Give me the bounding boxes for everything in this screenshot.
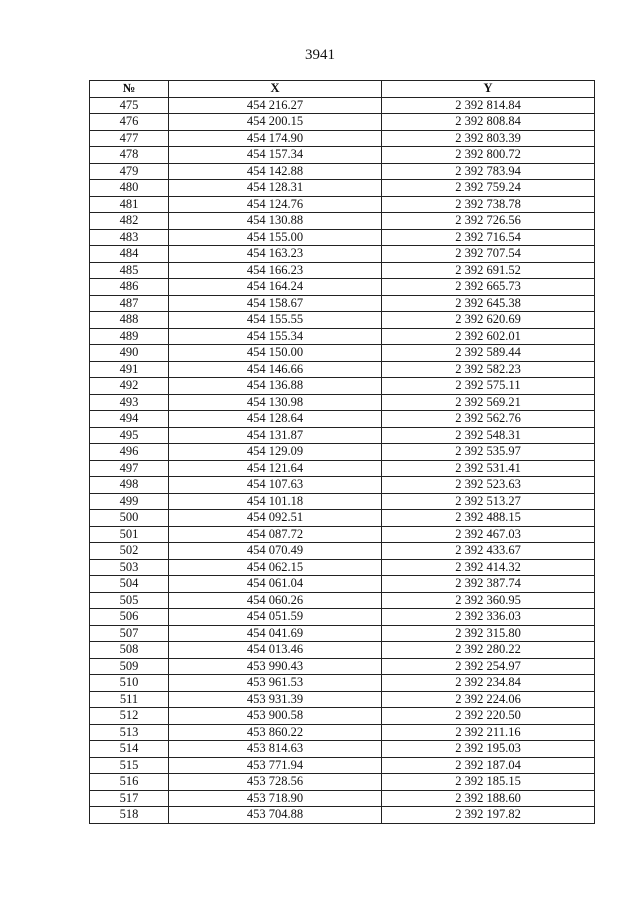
point-number-cell: 496 <box>90 444 169 461</box>
x-coordinate-cell: 454 121.64 <box>169 460 382 477</box>
point-number-cell: 486 <box>90 279 169 296</box>
table-row <box>90 411 595 428</box>
y-coordinate-cell: 2 392 582.23 <box>382 361 595 378</box>
table-row <box>90 642 595 659</box>
x-coordinate-cell: 454 041.69 <box>169 625 382 642</box>
point-number-cell: 487 <box>90 295 169 312</box>
point-number-cell: 480 <box>90 180 169 197</box>
table-row <box>90 708 595 725</box>
table-row <box>90 345 595 362</box>
x-coordinate-cell: 454 131.87 <box>169 427 382 444</box>
y-coordinate-cell: 2 392 800.72 <box>382 147 595 164</box>
table-row <box>90 196 595 213</box>
header-x: X <box>169 81 382 98</box>
point-number-cell: 516 <box>90 774 169 791</box>
table-row <box>90 444 595 461</box>
x-coordinate-cell: 453 718.90 <box>169 790 382 807</box>
point-number-cell: 499 <box>90 493 169 510</box>
y-coordinate-cell: 2 392 387.74 <box>382 576 595 593</box>
table-row <box>90 741 595 758</box>
table-row <box>90 460 595 477</box>
table-row <box>90 559 595 576</box>
x-coordinate-cell: 453 704.88 <box>169 807 382 824</box>
point-number-cell: 512 <box>90 708 169 725</box>
x-coordinate-cell: 453 990.43 <box>169 658 382 675</box>
point-number-cell: 510 <box>90 675 169 692</box>
x-coordinate-cell: 454 013.46 <box>169 642 382 659</box>
x-coordinate-cell: 453 814.63 <box>169 741 382 758</box>
header-number: № <box>90 81 169 98</box>
y-coordinate-cell: 2 392 803.39 <box>382 130 595 147</box>
table-row <box>90 675 595 692</box>
table-row <box>90 394 595 411</box>
x-coordinate-cell: 454 158.67 <box>169 295 382 312</box>
point-number-cell: 503 <box>90 559 169 576</box>
y-coordinate-cell: 2 392 224.06 <box>382 691 595 708</box>
y-coordinate-cell: 2 392 254.97 <box>382 658 595 675</box>
y-coordinate-cell: 2 392 808.84 <box>382 114 595 131</box>
point-number-cell: 502 <box>90 543 169 560</box>
point-number-cell: 513 <box>90 724 169 741</box>
y-coordinate-cell: 2 392 759.24 <box>382 180 595 197</box>
y-coordinate-cell: 2 392 569.21 <box>382 394 595 411</box>
x-coordinate-cell: 454 142.88 <box>169 163 382 180</box>
table-row <box>90 328 595 345</box>
table-row <box>90 790 595 807</box>
table-row <box>90 774 595 791</box>
x-coordinate-cell: 454 124.76 <box>169 196 382 213</box>
x-coordinate-cell: 454 130.88 <box>169 213 382 230</box>
y-coordinate-cell: 2 392 707.54 <box>382 246 595 263</box>
point-number-cell: 514 <box>90 741 169 758</box>
table-row <box>90 625 595 642</box>
table-row <box>90 163 595 180</box>
table-row <box>90 295 595 312</box>
x-coordinate-cell: 454 130.98 <box>169 394 382 411</box>
x-coordinate-cell: 454 128.64 <box>169 411 382 428</box>
point-number-cell: 506 <box>90 609 169 626</box>
x-coordinate-cell: 454 163.23 <box>169 246 382 263</box>
table-row <box>90 543 595 560</box>
y-coordinate-cell: 2 392 620.69 <box>382 312 595 329</box>
table-row <box>90 262 595 279</box>
point-number-cell: 497 <box>90 460 169 477</box>
x-coordinate-cell: 454 128.31 <box>169 180 382 197</box>
point-number-cell: 485 <box>90 262 169 279</box>
point-number-cell: 488 <box>90 312 169 329</box>
point-number-cell: 478 <box>90 147 169 164</box>
point-number-cell: 482 <box>90 213 169 230</box>
x-coordinate-cell: 454 136.88 <box>169 378 382 395</box>
y-coordinate-cell: 2 392 716.54 <box>382 229 595 246</box>
point-number-cell: 483 <box>90 229 169 246</box>
point-number-cell: 501 <box>90 526 169 543</box>
x-coordinate-cell: 454 200.15 <box>169 114 382 131</box>
point-number-cell: 505 <box>90 592 169 609</box>
table-row <box>90 493 595 510</box>
y-coordinate-cell: 2 392 523.63 <box>382 477 595 494</box>
point-number-cell: 517 <box>90 790 169 807</box>
y-coordinate-cell: 2 392 197.82 <box>382 807 595 824</box>
table-row <box>90 609 595 626</box>
table-row <box>90 279 595 296</box>
x-coordinate-cell: 454 155.34 <box>169 328 382 345</box>
y-coordinate-cell: 2 392 691.52 <box>382 262 595 279</box>
table-header <box>90 81 595 98</box>
table-body <box>90 97 595 823</box>
x-coordinate-cell: 454 101.18 <box>169 493 382 510</box>
x-coordinate-cell: 454 129.09 <box>169 444 382 461</box>
y-coordinate-cell: 2 392 602.01 <box>382 328 595 345</box>
y-coordinate-cell: 2 392 575.11 <box>382 378 595 395</box>
table-row <box>90 807 595 824</box>
point-number-cell: 518 <box>90 807 169 824</box>
table-row <box>90 691 595 708</box>
point-number-cell: 494 <box>90 411 169 428</box>
x-coordinate-cell: 454 164.24 <box>169 279 382 296</box>
x-coordinate-cell: 454 060.26 <box>169 592 382 609</box>
table-row <box>90 427 595 444</box>
y-coordinate-cell: 2 392 280.22 <box>382 642 595 659</box>
y-coordinate-cell: 2 392 414.32 <box>382 559 595 576</box>
table-row <box>90 229 595 246</box>
x-coordinate-cell: 454 092.51 <box>169 510 382 527</box>
y-coordinate-cell: 2 392 488.15 <box>382 510 595 527</box>
table-row <box>90 246 595 263</box>
table-row <box>90 213 595 230</box>
table-row <box>90 114 595 131</box>
x-coordinate-cell: 454 166.23 <box>169 262 382 279</box>
x-coordinate-cell: 454 155.00 <box>169 229 382 246</box>
y-coordinate-cell: 2 392 467.03 <box>382 526 595 543</box>
table-row <box>90 576 595 593</box>
point-number-cell: 495 <box>90 427 169 444</box>
point-number-cell: 492 <box>90 378 169 395</box>
x-coordinate-cell: 453 931.39 <box>169 691 382 708</box>
table-row <box>90 510 595 527</box>
x-coordinate-cell: 454 070.49 <box>169 543 382 560</box>
table-row <box>90 526 595 543</box>
point-number-cell: 476 <box>90 114 169 131</box>
x-coordinate-cell: 454 087.72 <box>169 526 382 543</box>
x-coordinate-cell: 453 728.56 <box>169 774 382 791</box>
x-coordinate-cell: 453 771.94 <box>169 757 382 774</box>
table-row <box>90 180 595 197</box>
x-coordinate-cell: 454 061.04 <box>169 576 382 593</box>
y-coordinate-cell: 2 392 220.50 <box>382 708 595 725</box>
coordinates-table <box>89 80 595 824</box>
point-number-cell: 477 <box>90 130 169 147</box>
y-coordinate-cell: 2 392 234.84 <box>382 675 595 692</box>
y-coordinate-cell: 2 392 562.76 <box>382 411 595 428</box>
x-coordinate-cell: 454 157.34 <box>169 147 382 164</box>
x-coordinate-cell: 453 961.53 <box>169 675 382 692</box>
point-number-cell: 493 <box>90 394 169 411</box>
y-coordinate-cell: 2 392 187.04 <box>382 757 595 774</box>
table-row <box>90 361 595 378</box>
point-number-cell: 491 <box>90 361 169 378</box>
y-coordinate-cell: 2 392 665.73 <box>382 279 595 296</box>
header-row <box>90 81 595 98</box>
x-coordinate-cell: 454 150.00 <box>169 345 382 362</box>
point-number-cell: 508 <box>90 642 169 659</box>
point-number-cell: 511 <box>90 691 169 708</box>
point-number-cell: 490 <box>90 345 169 362</box>
table-row <box>90 97 595 114</box>
point-number-cell: 484 <box>90 246 169 263</box>
point-number-cell: 489 <box>90 328 169 345</box>
x-coordinate-cell: 454 155.55 <box>169 312 382 329</box>
y-coordinate-cell: 2 392 433.67 <box>382 543 595 560</box>
table-row <box>90 147 595 164</box>
y-coordinate-cell: 2 392 195.03 <box>382 741 595 758</box>
header-y: Y <box>382 81 595 98</box>
y-coordinate-cell: 2 392 211.16 <box>382 724 595 741</box>
y-coordinate-cell: 2 392 814.84 <box>382 97 595 114</box>
point-number-cell: 479 <box>90 163 169 180</box>
y-coordinate-cell: 2 392 589.44 <box>382 345 595 362</box>
page-number: 3941 <box>305 47 335 63</box>
y-coordinate-cell: 2 392 535.97 <box>382 444 595 461</box>
y-coordinate-cell: 2 392 336.03 <box>382 609 595 626</box>
y-coordinate-cell: 2 392 783.94 <box>382 163 595 180</box>
y-coordinate-cell: 2 392 513.27 <box>382 493 595 510</box>
table-row <box>90 477 595 494</box>
y-coordinate-cell: 2 392 188.60 <box>382 790 595 807</box>
table-row <box>90 757 595 774</box>
x-coordinate-cell: 454 051.59 <box>169 609 382 626</box>
point-number-cell: 507 <box>90 625 169 642</box>
y-coordinate-cell: 2 392 645.38 <box>382 295 595 312</box>
x-coordinate-cell: 454 107.63 <box>169 477 382 494</box>
x-coordinate-cell: 454 174.90 <box>169 130 382 147</box>
y-coordinate-cell: 2 392 531.41 <box>382 460 595 477</box>
y-coordinate-cell: 2 392 738.78 <box>382 196 595 213</box>
table-row <box>90 312 595 329</box>
x-coordinate-cell: 454 062.15 <box>169 559 382 576</box>
y-coordinate-cell: 2 392 185.15 <box>382 774 595 791</box>
table-row <box>90 378 595 395</box>
point-number-cell: 481 <box>90 196 169 213</box>
y-coordinate-cell: 2 392 726.56 <box>382 213 595 230</box>
x-coordinate-cell: 453 900.58 <box>169 708 382 725</box>
point-number-cell: 509 <box>90 658 169 675</box>
table-row <box>90 130 595 147</box>
point-number-cell: 475 <box>90 97 169 114</box>
table-row <box>90 658 595 675</box>
y-coordinate-cell: 2 392 548.31 <box>382 427 595 444</box>
table-row <box>90 592 595 609</box>
x-coordinate-cell: 454 216.27 <box>169 97 382 114</box>
point-number-cell: 515 <box>90 757 169 774</box>
point-number-cell: 500 <box>90 510 169 527</box>
x-coordinate-cell: 453 860.22 <box>169 724 382 741</box>
point-number-cell: 498 <box>90 477 169 494</box>
y-coordinate-cell: 2 392 360.95 <box>382 592 595 609</box>
y-coordinate-cell: 2 392 315.80 <box>382 625 595 642</box>
table-row <box>90 724 595 741</box>
point-number-cell: 504 <box>90 576 169 593</box>
x-coordinate-cell: 454 146.66 <box>169 361 382 378</box>
